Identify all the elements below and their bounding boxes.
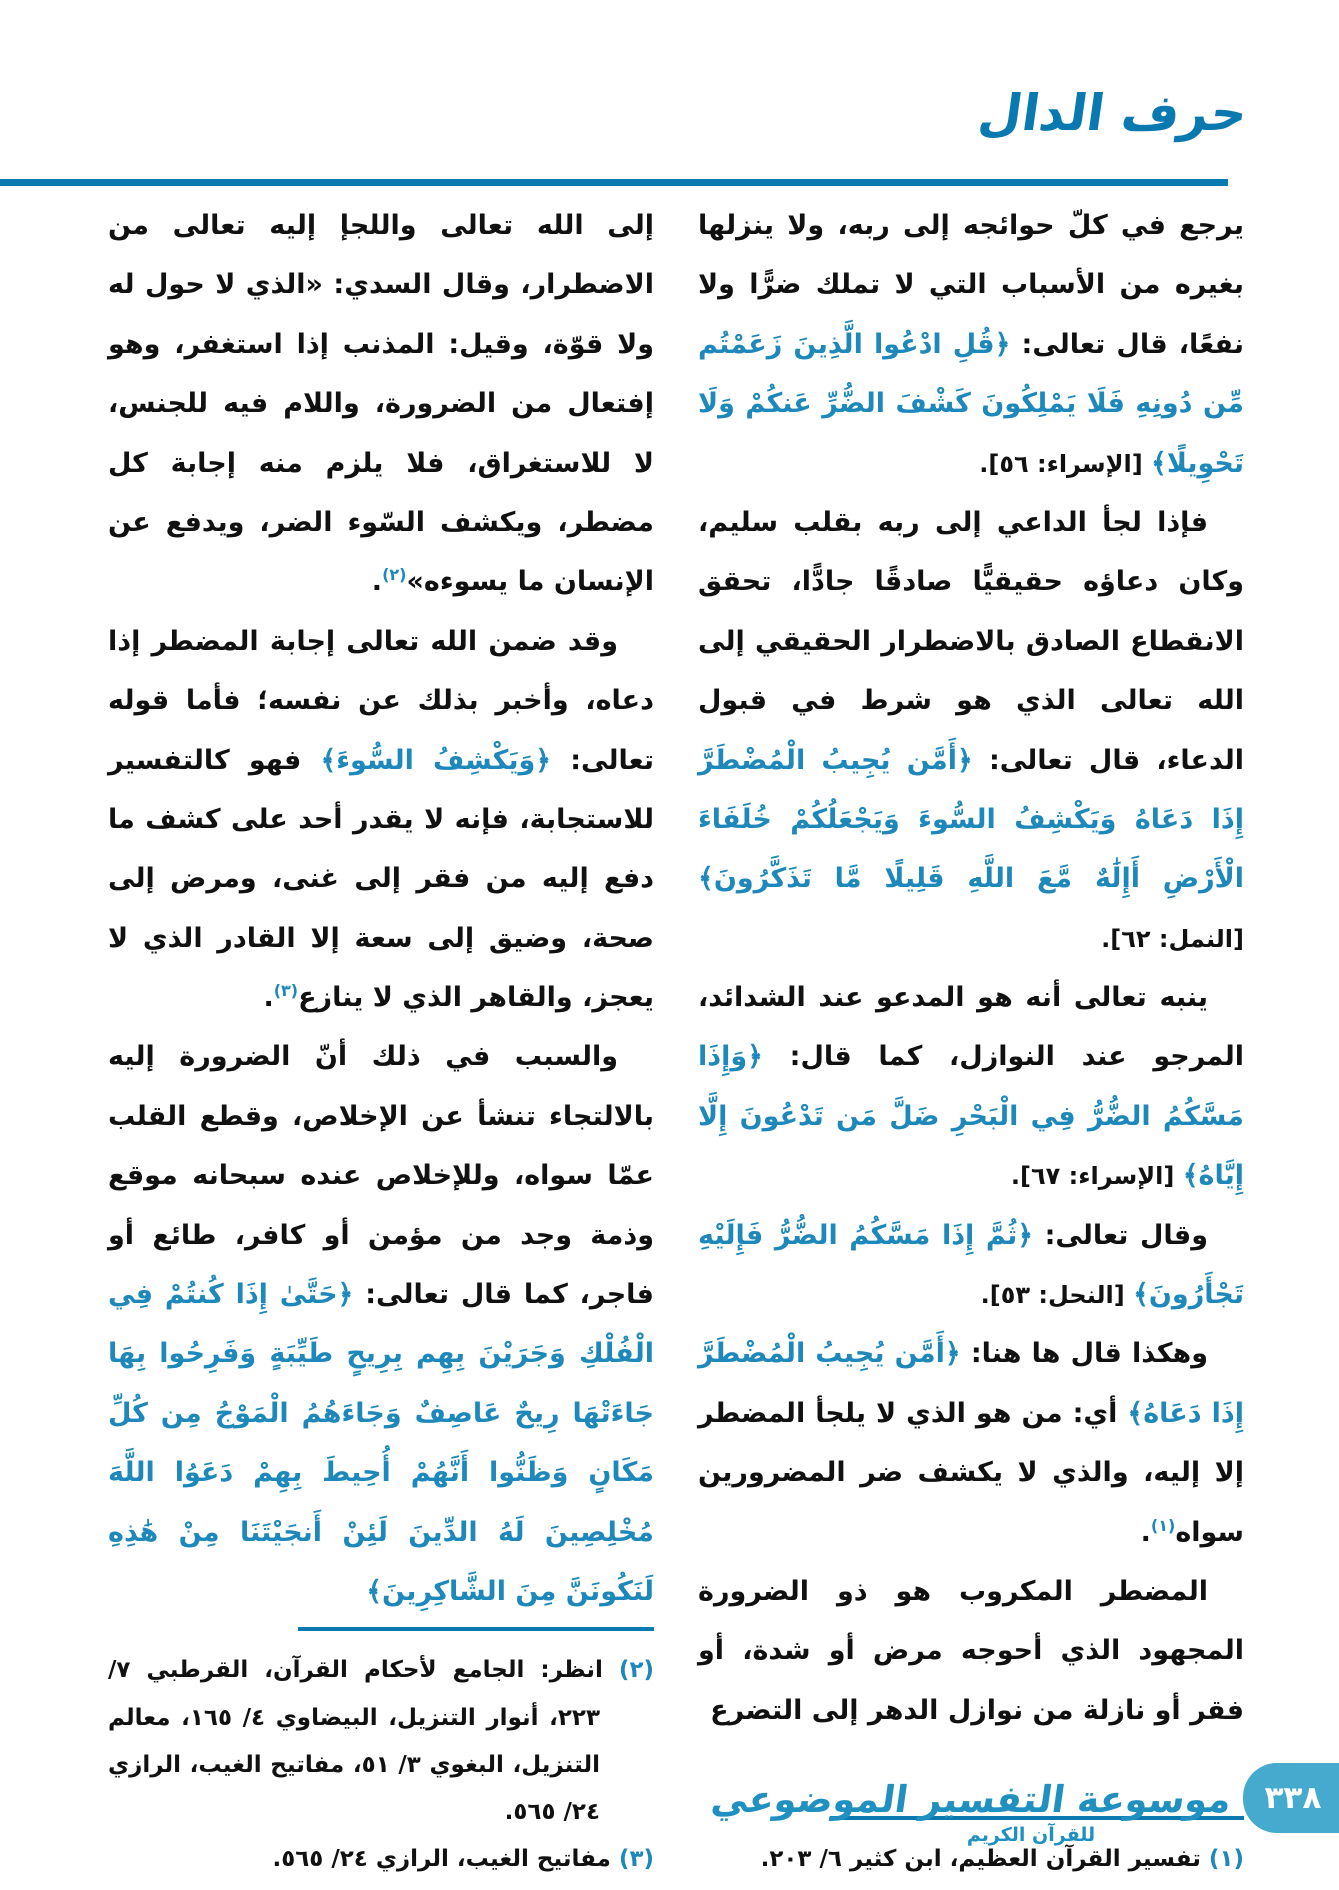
page-number-badge: ٣٣٨ <box>1243 1763 1339 1833</box>
footnote-marker: (٣) <box>610 1845 654 1872</box>
footnote-text: انظر: الجامع لأحكام القرآن، القرطبي ٧/ ٢٢٣، أنوار التنزيل، البيضاوي ٤/ ١٦٥، معالم التنزيل، البغوي ٣/ ٥١، مفاتيح الغيب، الرازي ٢٤/ ٥٦٥. <box>108 1657 603 1825</box>
paragraph <box>108 196 654 612</box>
body-text: أي: من هو الذي لا يلجأ المضطر إلا إليه، والذي لا يكشف ضر المضرورين سواه <box>698 1397 1244 1548</box>
quran-verse: ﴿ثُمَّ إِذَا مَسَّكُمُ الضُّرُّ فَإِلَيْهِ تَجْأَرُونَ﴾ <box>698 1219 1244 1311</box>
footer-logo-line2: للقرآن الكريم <box>966 1824 1096 1847</box>
footnote-marker: (٣) <box>273 981 299 1001</box>
body-text: وهكذا قال ها هنا: <box>960 1338 1208 1370</box>
paragraph <box>698 493 1244 968</box>
paragraph <box>108 612 654 1028</box>
verse-reference: [النحل: ٥٣]. <box>980 1281 1134 1310</box>
paragraph <box>698 1206 1244 1325</box>
quran-verse: ﴿أَمَّن يُجِيبُ الْمُضْطَرَّ إِذَا دَعَاهُ وَيَكْشِفُ السُّوءَ وَيَجْعَلُكُمْ خُلَفَاءَ الْأَرْضِ أَإِلَٰهٌ مَّعَ اللَّهِ قَلِيلًا مَّا تَذَكَّرُونَ﴾ <box>698 744 1244 895</box>
text-columns <box>108 196 1244 1883</box>
column-right <box>698 196 1244 1883</box>
footnote <box>108 1647 654 1836</box>
body-text: والسبب في ذلك أنّ الضرورة إليه بالالتجاء تنشأ عن الإخلاص، وقطع القلب عمّا سواه، وللإخلاص عنده سبحانه موقع وذمة وجد من مؤمن أو كافر، طائع أو فاجر، كما قال تعالى: <box>108 1041 654 1311</box>
footnote-marker: (٢) <box>382 565 407 585</box>
quran-verse: ﴿قُلِ ادْعُوا الَّذِينَ زَعَمْتُم مِّن دُونِهِ فَلَا يَمْلِكُونَ كَشْفَ الضُّرِّ عَنكُمْ وَلَا تَحْوِيلًا﴾ <box>698 328 1244 479</box>
column-left-body <box>108 196 654 1621</box>
footnote-text: مفاتيح الغيب، الرازي ٢٤/ ٥٦٥. <box>272 1845 611 1872</box>
body-text: فإذا لجأ الداعي إلى ربه بقلب سليم، وكان دعاؤه حقيقيًّا صادقًا جادًّا، تحقق الانقطاع الصادق بالاضطرار الحقيقي إلى الله تعالى الذي هو شرط في قبول الدعاء، قال تعالى: <box>698 506 1244 776</box>
paragraph <box>698 968 1244 1206</box>
footnote-text: تفسير القرآن العظيم، ابن كثير ٦/ ٢٠٣. <box>760 1845 1201 1872</box>
paragraph <box>698 196 1244 493</box>
quran-verse: ﴿أَمَّن يُجِيبُ الْمُضْطَرَّ إِذَا دَعَاهُ﴾ <box>698 1338 1244 1429</box>
footnotes-left <box>108 1647 654 1883</box>
footnote-separator <box>298 1627 654 1631</box>
body-text: وقد ضمن الله تعالى إجابة المضطر إذا دعاه، وأخبر بذلك عن نفسه؛ فأما قوله تعالى: <box>108 625 654 776</box>
verse-reference: [الإسراء: ٦٧]. <box>1010 1162 1183 1191</box>
header-rule <box>0 179 1228 186</box>
body-text: . <box>263 982 274 1014</box>
body-text: . <box>1140 1516 1151 1548</box>
footer-logo-line1: موسوعة التفسير الموضوعي <box>708 1778 1235 1822</box>
footnote-marker: (٢) <box>602 1657 654 1684</box>
footer-logo <box>708 1778 1235 1847</box>
footnote-marker: (١) <box>1150 1515 1176 1535</box>
body-text: يرجع في كلّ حوائجه إلى ربه، ولا ينزلها بغيره من الأسباب التي لا تملك ضرًّا ولا نفعًا، قال تعالى: <box>698 210 1245 360</box>
paragraph <box>698 1324 1244 1562</box>
column-right-body <box>698 196 1244 1740</box>
body-text: إلى الله تعالى واللجإ إليه تعالى من الاضطرار، وقال السدي: «الذي لا حول له ولا قوّة، وقيل: المذنب إذا استغفر، وهو إفتعال من الضرورة، واللام فيه للجنس، لا للاستغراق، فلا يلزم منه إجابة كل مضطر، ويكشف السّوء الضر، ويدفع عن الإنسان ما يسوءه» <box>108 210 654 598</box>
paragraph <box>108 1027 654 1621</box>
footnote-marker: (١) <box>1200 1845 1244 1872</box>
footnote <box>108 1836 654 1883</box>
quran-verse: ﴿وَيَكْشِفُ السُّوءَ﴾ <box>320 744 552 776</box>
footnotes-left-block <box>108 1621 654 1883</box>
column-left <box>108 196 654 1883</box>
body-text: . <box>371 566 383 598</box>
verse-reference: [النمل: ٦٢]. <box>1101 924 1244 953</box>
verse-reference: [الإسراء: ٥٦]. <box>979 449 1152 478</box>
paragraph <box>698 1562 1244 1740</box>
body-text: المضطر المكروب هو ذو الضرورة المجهود الذي أحوجه مرض أو شدة، أو فقر أو نازلة من نوازل الدهر إلى التضرع <box>698 1575 1244 1726</box>
body-text: فهو كالتفسير للاستجابة، فإنه لا يقدر أحد على كشف ما دفع إليه من فقر إلى غنى، ومرض إلى صحة، وضيق إلى سعة إلا القادر الذي لا يعجز، والقاهر الذي لا ينازع <box>108 744 654 1014</box>
page-title: حرف الدال <box>974 84 1252 142</box>
body-text: وقال تعالى: <box>1033 1219 1208 1251</box>
quran-verse: ﴿وَإِذَا مَسَّكُمُ الضُّرُّ فِي الْبَحْرِ ضَلَّ مَن تَدْعُونَ إِلَّا إِيَّاهُ﴾ <box>698 1041 1244 1192</box>
quran-verse: ﴿حَتَّىٰ إِذَا كُنتُمْ فِي الْفُلْكِ وَجَرَيْنَ بِهِم بِرِيحٍ طَيِّبَةٍ وَفَرِحُوا بِهَا جَاءَتْهَا رِيحٌ عَاصِفٌ وَجَاءَهُمُ الْمَوْجُ مِن كُلِّ مَكَانٍ وَظَنُّوا أَنَّهُمْ أُحِيطَ بِهِمْ دَعَوُا اللَّهَ مُخْلِصِينَ لَهُ الدِّينَ لَئِنْ أَنجَيْتَنَا مِنْ هَٰذِهِ لَنَكُونَنَّ مِنَ الشَّاكِرِينَ﴾ <box>108 1279 654 1607</box>
body-text: ينبه تعالى أنه هو المدعو عند الشدائد، المرجو عند النوازل، كما قال: <box>698 982 1244 1073</box>
